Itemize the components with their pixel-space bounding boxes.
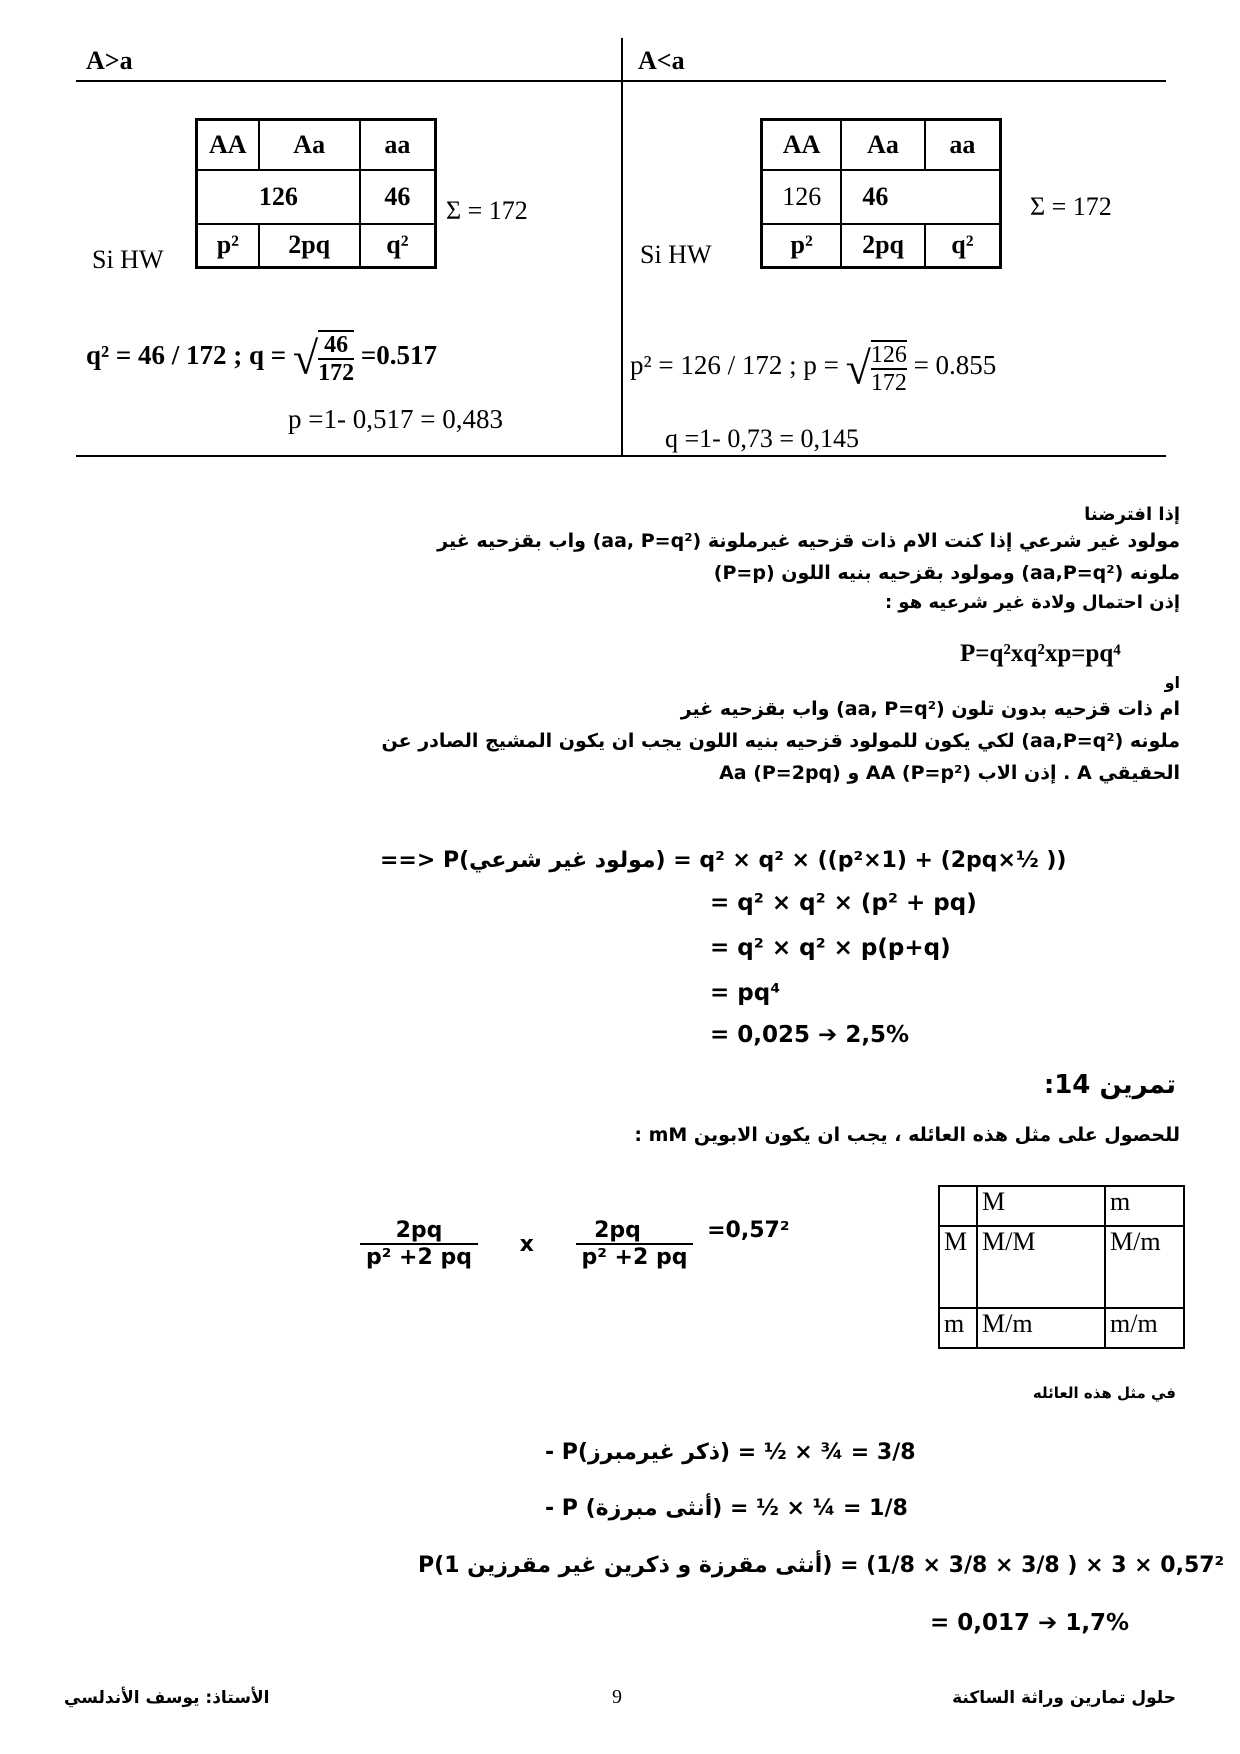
prob-line-1: - P(ذكر غيرمبرز) = ½ × ¾ = 3/8 — [545, 1440, 916, 1465]
right-si-hw: Si HW — [640, 240, 712, 269]
hypothesis-line-8: الحقيقي A . إذن الاب AA (P=p²) و Aa (P=2pq) — [719, 762, 1180, 784]
hypothesis-line-7: ملونه (aa,P=q²) لكي يكون للمولود قزحيه بنيه اللون يجب ان يكون المشيج الصادر عن — [381, 730, 1180, 752]
probability-fractions — [360, 1218, 789, 1270]
derivation-line-3: = q² × q² × p(p+q) — [710, 935, 951, 961]
left-q2-text: q² = 46 / 172 ; q = — [86, 340, 287, 371]
right-p-equation — [630, 340, 996, 396]
header-AA: AA — [762, 120, 842, 170]
count-merged: 46 — [841, 170, 1000, 224]
right-p-result: = 0.855 — [913, 350, 997, 381]
right-genotype-table — [760, 118, 1002, 269]
fraction-result: =0,57² — [707, 1218, 790, 1243]
punnett-col-M: M — [977, 1186, 1105, 1226]
page-number: 9 — [612, 1686, 622, 1708]
punnett-col-m: m — [1105, 1186, 1184, 1226]
right-sum: Σ = 172 — [1030, 192, 1112, 221]
left-sum: Σ = 172 — [446, 196, 528, 225]
fraction-2 — [576, 1218, 694, 1270]
hw-p2: p² — [197, 224, 259, 268]
right-sqrt-num: 126 — [870, 342, 907, 368]
right-sqrt: √ $\frac{126}{172}$ — [845, 342, 907, 396]
punnett-cell-mM: M/m — [977, 1308, 1105, 1348]
left-q-result: =0.517 — [360, 340, 438, 371]
punnett-cell-MM: M/M — [977, 1226, 1105, 1308]
derivation-line-2: = q² × q² × (p² + pq) — [710, 890, 977, 916]
family-note: في مثل هذه العائله — [1032, 1384, 1176, 1402]
hypothesis-line-5: او — [1164, 673, 1180, 692]
derivation-line-4: = pq⁴ — [710, 980, 781, 1006]
punnett-corner — [939, 1186, 977, 1226]
fraction-2-den: p² +2 pq — [581, 1245, 688, 1270]
derivation-line-5: = 0,025 ➔ 2,5% — [710, 1022, 910, 1048]
right-q-equation: q =1- 0,73 = 0,145 — [665, 424, 859, 453]
right-column-header: A<a — [638, 46, 685, 75]
hw-q2: q² — [925, 224, 1001, 268]
hypothesis-line-6: ام ذات قزحيه بدون تلون (aa, P=q²) واب بقزحيه غير — [680, 698, 1180, 720]
right-sqrt-den: 172 — [870, 370, 907, 396]
left-q-equation — [86, 330, 437, 386]
prob-line-2: - P (أنثى مبرزة) = ½ × ¼ = 1/8 — [545, 1496, 908, 1521]
header-aa: aa — [925, 120, 1001, 170]
punnett-square — [938, 1185, 1185, 1349]
count-merged: 126 — [197, 170, 360, 224]
left-si-hw: Si HW — [92, 245, 164, 274]
fraction-1 — [360, 1218, 478, 1270]
hypothesis-line-1: إذا افترضنا — [1084, 504, 1180, 525]
times-sign: x — [519, 1231, 534, 1257]
fraction-1-num: 2pq — [360, 1218, 478, 1245]
left-sqrt-den: 172 — [318, 360, 355, 386]
punnett-cell-mm: m/m — [1105, 1308, 1184, 1348]
punnett-row-M: M — [939, 1226, 977, 1308]
hypothesis-formula: P=q²xq²xp=pq⁴ — [960, 640, 1121, 667]
header-AA: AA — [197, 120, 259, 170]
exercise-intro: للحصول على مثل هذه العائله ، يجب ان يكون الابوين mM : — [634, 1124, 1180, 1146]
hypothesis-line-4: إذن احتمال ولادة غير شرعيه هو : — [884, 592, 1180, 613]
left-sqrt-num: 46 — [318, 332, 354, 360]
footer-title: حلول تمارين وراثة الساكنة — [952, 1688, 1176, 1708]
header-Aa: Aa — [259, 120, 360, 170]
left-column-header: A>a — [86, 46, 133, 75]
right-p2-text: p² = 126 / 172 ; p = — [630, 350, 839, 381]
column-divider — [621, 38, 623, 456]
left-genotype-table — [195, 118, 437, 269]
footer-author: الأستاذ: يوسف الأندلسي — [64, 1688, 270, 1708]
hw-2pq: 2pq — [841, 224, 924, 268]
punnett-cell-Mm: M/m — [1105, 1226, 1184, 1308]
count-AA: 126 — [762, 170, 842, 224]
fraction-1-den: p² +2 pq — [366, 1245, 472, 1270]
derivation-line-1: ==> P(مولود غير شرعي) = q² × q² × ((p²×1) + (2pq×½ )) — [380, 848, 1067, 873]
hw-q2: q² — [360, 224, 436, 268]
hw-p2: p² — [762, 224, 842, 268]
prob-line-3: P(أنثى مقرزة و ذكرين غير مقرزين 1) = 0,57² × 3 × ( 3/8 × 3/8 × 1/8) — [418, 1553, 1225, 1578]
count-aa: 46 — [360, 170, 436, 224]
hypothesis-line-3: ملونه (aa,P=q²) ومولود بقزحيه بنيه اللون (P=p) — [713, 562, 1180, 584]
fraction-2-num: 2pq — [576, 1218, 694, 1245]
left-sqrt: √ $\frac{46}{172}$ — [292, 332, 355, 386]
hypothesis-line-2: مولود غير شرعي إذا كنت الام ذات قزحيه غيرملونة (aa, P=q²) واب بقزحيه غير — [437, 530, 1180, 552]
punnett-row-m: m — [939, 1308, 977, 1348]
bottom-rule — [76, 455, 1166, 457]
prob-line-4: = 0,017 ➔ 1,7% — [930, 1610, 1130, 1636]
hw-2pq: 2pq — [259, 224, 360, 268]
header-Aa: Aa — [841, 120, 924, 170]
header-aa: aa — [360, 120, 436, 170]
left-p-equation: p =1- 0,517 = 0,483 — [288, 404, 503, 434]
exercise-title: تمرين 14: — [1043, 1070, 1176, 1100]
